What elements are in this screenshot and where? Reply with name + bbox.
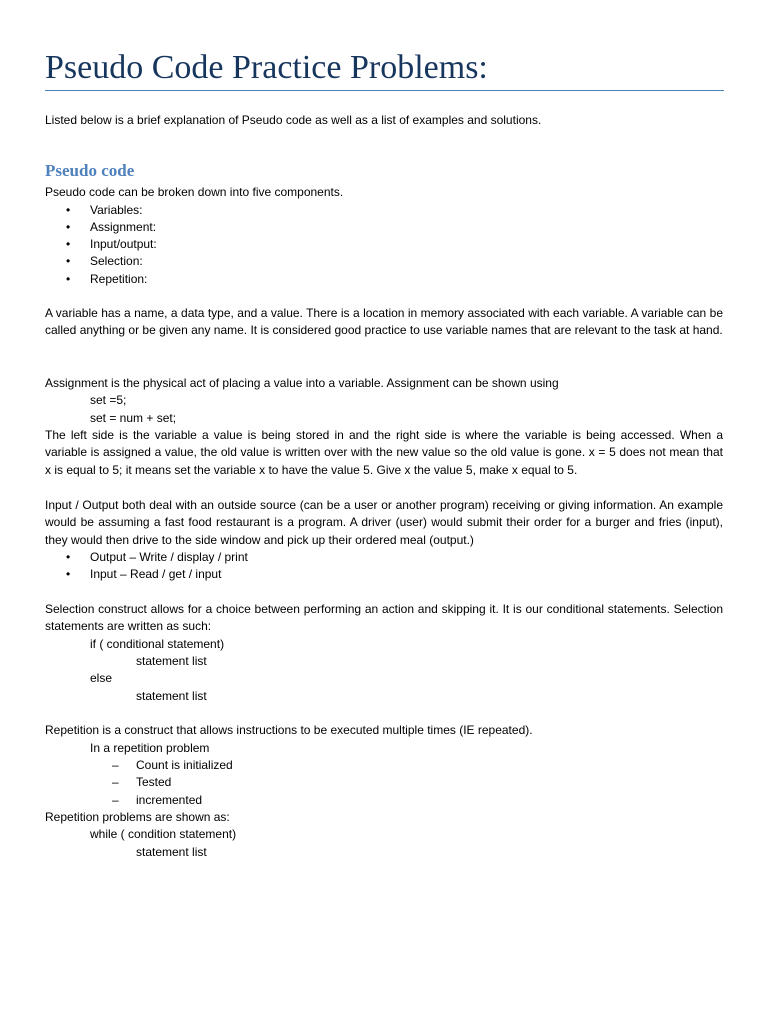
code-line: while ( condition statement)	[90, 827, 237, 841]
list-item: Assignment:	[90, 220, 157, 234]
io-paragraph: Input / Output both deal with an outside source (can be a user or another program) receiving or giving information. An example would be assuming a fast food restaurant is a program. A driver (user) would submit their order for a burger and fries (input), they would then drive to the side window and pick up their ordered meal (output.)	[45, 498, 723, 547]
list-item: Count is initialized	[136, 758, 233, 772]
dash-icon: –	[112, 775, 119, 789]
list-item: incremented	[136, 793, 203, 807]
list-item: Variables:	[90, 203, 143, 217]
bullet-icon: •	[66, 567, 71, 581]
code-line: statement list	[136, 654, 207, 668]
repetition-paragraph: Repetition is a construct that allows instructions to be executed multiple times (IE repeated).	[45, 723, 533, 737]
code-line: else	[90, 671, 113, 685]
code-line: set =5;	[90, 393, 127, 407]
selection-paragraph: Selection construct allows for a choice between performing an action and skipping it. It is our conditional statements. Selection statements are written as such:	[45, 602, 723, 634]
bullet-icon: •	[66, 220, 71, 234]
bullet-icon: •	[66, 272, 71, 286]
page-title: Pseudo Code Practice Problems:	[45, 49, 488, 86]
bullet-icon: •	[66, 550, 71, 564]
list-item: Output – Write / display / print	[90, 550, 248, 564]
list-item: Repetition:	[90, 272, 148, 286]
list-item: Input/output:	[90, 237, 157, 251]
components-intro: Pseudo code can be broken down into five components.	[45, 185, 344, 199]
code-line: statement list	[136, 845, 207, 859]
section-heading: Pseudo code	[45, 161, 135, 180]
code-line: if ( conditional statement)	[90, 637, 225, 651]
assignment-intro: Assignment is the physical act of placing a value into a variable. Assignment can be shown using	[45, 376, 559, 390]
code-line: statement list	[136, 689, 207, 703]
code-line: set = num + set;	[90, 411, 177, 425]
list-item: Tested	[136, 775, 172, 789]
repetition-subheading: In a repetition problem	[90, 741, 210, 755]
bullet-icon: •	[66, 254, 71, 268]
repetition-shown-text: Repetition problems are shown as:	[45, 810, 230, 824]
variable-paragraph: A variable has a name, a data type, and a value. There is a location in memory associated with each variable. A variable can be called anything or be given any name. It is considered good practice to use variable names that are relevant to the task at hand.	[45, 306, 723, 338]
dash-icon: –	[112, 793, 119, 807]
list-item: Input – Read / get / input	[90, 567, 222, 581]
assignment-paragraph: The left side is the variable a value is being stored in and the right side is where the variable is being accessed. When a variable is assigned a value, the old value is written over with the new value so the old value is gone. x = 5 does not mean that x is equal to 5; it means set the variable x to have the value 5. Give x the value 5, make x equal to 5.	[45, 428, 723, 477]
bullet-icon: •	[66, 237, 71, 251]
bullet-icon: •	[66, 203, 71, 217]
list-item: Selection:	[90, 254, 143, 268]
intro-text: Listed below is a brief explanation of Pseudo code as well as a list of examples and solutions.	[45, 113, 542, 127]
dash-icon: –	[112, 758, 119, 772]
title-divider	[45, 90, 724, 91]
